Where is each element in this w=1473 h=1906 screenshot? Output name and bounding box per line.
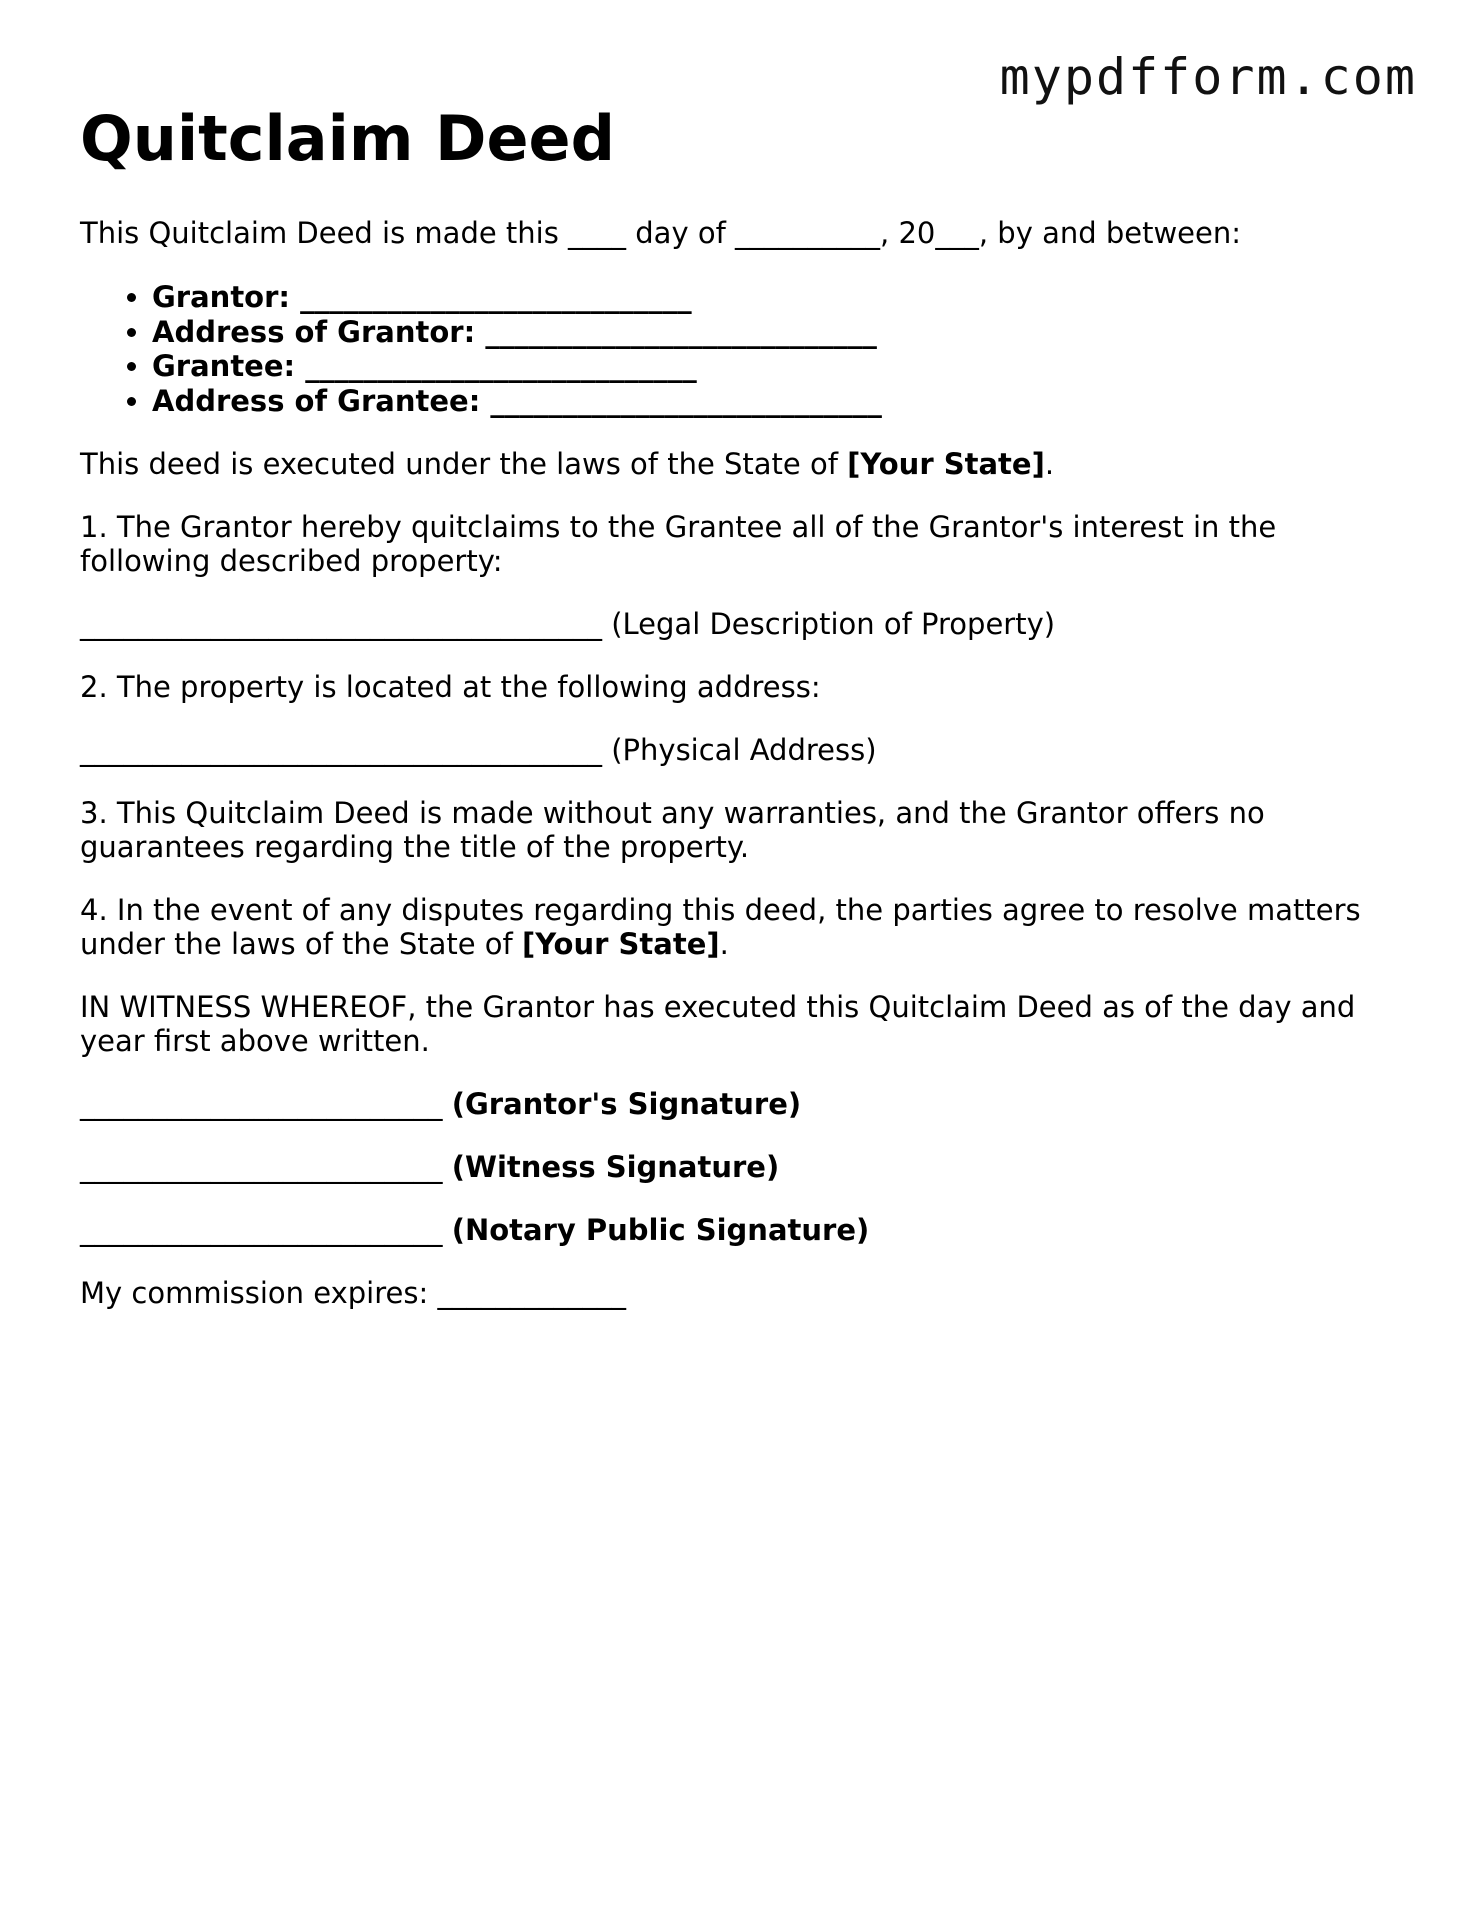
witness-signature-label: (Witness Signature) bbox=[451, 1150, 780, 1184]
notary-signature-line bbox=[80, 1213, 1400, 1247]
parties-list bbox=[80, 280, 1400, 418]
clause-3: 3. This Quitclaim Deed is made without any warranties, and the Grantor offers no guarantees regarding the title of the property. bbox=[80, 796, 1265, 864]
legal-description-line bbox=[80, 607, 1400, 641]
grantor-signature-line bbox=[80, 1087, 1400, 1121]
state-placeholder: [Your State] bbox=[521, 927, 720, 961]
party-label: Grantee: bbox=[152, 349, 296, 383]
party-grantee bbox=[152, 349, 1400, 384]
party-grantor bbox=[152, 280, 1400, 315]
watermark: mypdfform.com bbox=[999, 48, 1417, 106]
grantee-address-field[interactable]: ___________________________ bbox=[490, 383, 882, 418]
legal-description-field[interactable]: ____________________________________ bbox=[80, 607, 602, 641]
physical-address-label: (Physical Address) bbox=[611, 733, 877, 767]
witness-signature-field[interactable]: _________________________ bbox=[80, 1150, 443, 1184]
physical-address-field[interactable]: ____________________________________ bbox=[80, 733, 602, 767]
party-grantee-address bbox=[152, 384, 1400, 419]
physical-address-line bbox=[80, 733, 1400, 767]
state-placeholder: [Your State] bbox=[847, 447, 1045, 481]
party-label: Address of Grantor: bbox=[152, 314, 476, 349]
party-label: Address of Grantee: bbox=[152, 383, 481, 418]
clause-4: 4. In the event of any disputes regarding this deed, the parties agree to resolve matters under the laws of the State of [Your State]. bbox=[80, 893, 1361, 961]
witness-signature-line bbox=[80, 1150, 1400, 1184]
party-grantor-address bbox=[152, 315, 1400, 350]
commission-line bbox=[80, 1276, 1400, 1310]
commission-expiry-field[interactable]: _____________ bbox=[437, 1276, 626, 1310]
legal-description-label: (Legal Description of Property) bbox=[611, 607, 1056, 641]
grantee-field[interactable]: ___________________________ bbox=[305, 349, 697, 383]
state-clause: This deed is executed under the laws of the State of [Your State]. bbox=[80, 447, 1055, 481]
commission-label: My commission expires: bbox=[80, 1276, 438, 1310]
witness-clause: IN WITNESS WHEREOF, the Grantor has executed this Quitclaim Deed as of the day and year first above written. bbox=[80, 990, 1356, 1058]
grantor-signature-label: (Grantor's Signature) bbox=[451, 1087, 802, 1121]
grantor-address-field[interactable]: ___________________________ bbox=[485, 314, 877, 349]
clause-2: 2. The property is located at the following address: bbox=[80, 670, 821, 704]
clause-1: 1. The Grantor hereby quitclaims to the Grantee all of the Grantor's interest in the following described property: bbox=[80, 510, 1277, 578]
notary-signature-label: (Notary Public Signature) bbox=[451, 1213, 870, 1247]
grantor-field[interactable]: ___________________________ bbox=[300, 280, 692, 314]
notary-signature-field[interactable]: _________________________ bbox=[80, 1213, 443, 1247]
grantor-signature-field[interactable]: _________________________ bbox=[80, 1087, 443, 1121]
intro-paragraph: This Quitclaim Deed is made this ____ day of __________, 20___, by and between: bbox=[80, 216, 1242, 250]
document-title: Quitclaim Deed bbox=[80, 102, 615, 175]
party-label: Grantor: bbox=[152, 280, 291, 314]
document-page bbox=[80, 96, 1400, 1310]
